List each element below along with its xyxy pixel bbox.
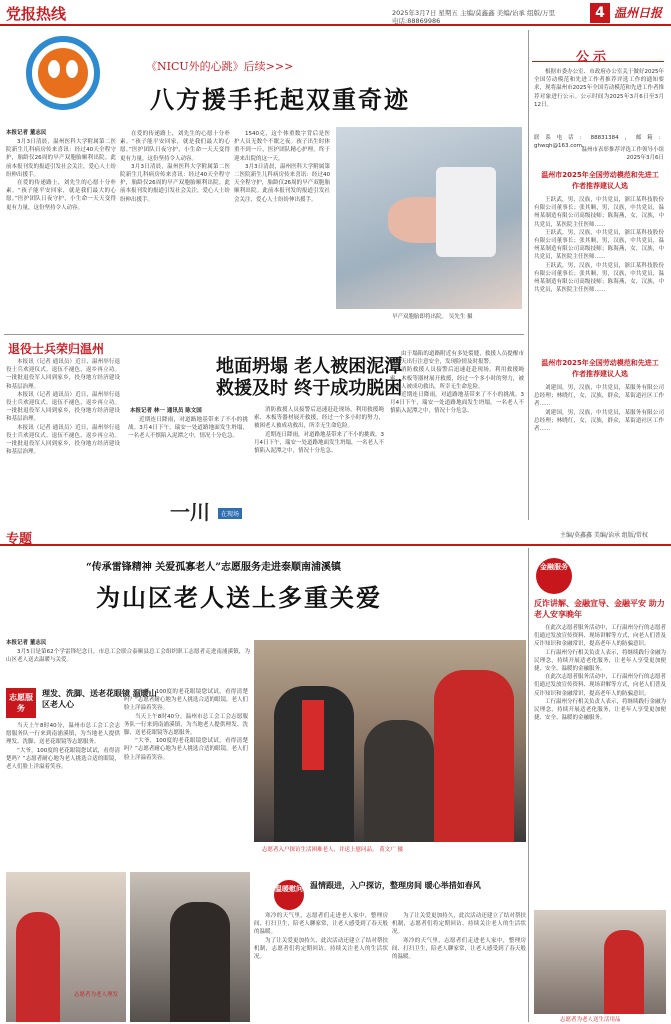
gongshi-intro: 根据市委办公室、市政府办公室关于做好2025年全国劳动模范和先进工作者推荐评选工作的通知要求，现将温州市2025年全国劳动模范和先进工作者推荐对象进行公示。公示时间为2025年3月6日至3月12日。 <box>534 69 664 108</box>
story4-photo-caption: 志愿者入户探访生活困难老人，并送上慰问品。 黄文广 摄 <box>262 847 403 853</box>
story4-body3: 寒冷的天气里，志愿者们走进老人家中，整理房间、打扫卫生，陪老人聊家常，让老人感受到了春天般的温暖。 为了让关爱更加持久，此次活动还建立了结对帮扶机制，志愿者们将定期回访，持续关注老人的生活状况。 <box>254 913 388 961</box>
story3-byline: 本报记者 林一 通讯员 陈文国 <box>130 408 202 414</box>
tag-volunteer: 志愿服务 <box>6 688 36 718</box>
gongshi-contact: 联系电话：88831384，邮箱：ghwqh@163.com。 <box>534 135 664 150</box>
zhuanti-meta: 主编/莫鑫鑫 美编/诒承 组版/常权 <box>560 532 648 539</box>
story3-title-line2: 救援及时 终于成功脱困 <box>216 378 403 399</box>
tag-finance: 金融服务 <box>536 558 572 594</box>
zhuanti-header <box>0 526 671 546</box>
story4-sub3: 反诈讲解、金融宣导、金融平安 助力老人安享晚年 <box>534 599 665 619</box>
gongshi-list-2: 刘建国，男，汉族，中共党员，某服务有限公司总经理；林晓红，女，汉族，群众，某街道社区工作者…… 刘建国，男，汉族，中共党员，某服务有限公司总经理；林晓红，女，汉族，群众，某街道社区工作者…… <box>534 385 664 433</box>
story2-body: 本报讯（记者 通讯员）近日，温州举行退役士兵欢迎仪式。退伍不褪色，返乡再立功。一批批退役军人回到家乡，投身地方经济建设和基层治理。 本报讯（记者 通讯员）近日，温州举行退役士兵欢迎仪式。退伍不褪色，返乡再立功。一批批退役军人回到家乡，投身地方经济建设和基层治理。 本报讯（记者 通讯员）近日，温州举行退役士兵欢迎仪式。退伍不褪色，返乡再立功。一批批退役军人回到家乡，投身地方经济建设和基层治理。 <box>6 359 120 456</box>
section-title: 党报热线 <box>6 5 67 23</box>
date-line: 2025年3月7日 星期五 主编/莫鑫鑫 美编/诒承 组版/万里 <box>392 9 556 17</box>
gongshi-heading: 公示 <box>532 44 664 62</box>
volunteer-photo <box>254 640 526 842</box>
paper-name: 温州日报 <box>614 6 663 20</box>
gongshi-list-title-1: 温州市2025年全国劳动模范和先进工作者推荐建议人选 <box>541 171 659 190</box>
gongshi-date: 2025年3月6日 <box>626 155 664 161</box>
story3-body1: 近期连日降雨，对道路地基带来了不小的挑战。3月4日下午，瑞安一处道路地面发生坍塌，一名老人不慎陷入泥潭之中，情况十分危急。 <box>128 417 248 440</box>
nicu-logo <box>8 32 118 120</box>
bottom-caption-right: 志愿者为老人送生活用品 <box>560 1017 621 1023</box>
story2-kicker: 退役士兵荣归温州 <box>8 342 105 356</box>
story1-photo-caption: 早产双胞胎即将出院。 吴先生 摄 <box>392 314 473 320</box>
story4-body4: 为了让关爱更加持久，此次活动还建立了结对帮扶机制，志愿者们将定期回访，持续关注老人的生活状况。 寒冷的天气里，志愿者们走进老人家中，整理房间、打扫卫生，陪老人聊家常，让老人感受到了春天般的温暖。 <box>392 913 526 961</box>
finance-divider <box>528 548 529 1022</box>
gongshi-list-title-2: 温州市2025年全国劳动模范和先进工作者推荐建议人选 <box>541 359 659 378</box>
story4-body2: “大爷，100度的老花眼镜您试试，看得清楚吗？”志愿者耐心地为老人挑选合适的眼镜，老人们脸上洋溢着笑容。 当天上午8时40分，温州市总工会工会志愿服务队一行来到南浦溪镇，为当地老人提供理发、洗脚、送老花眼镜等志愿服务。 “大爷，100度的老花眼镜您试试，看得清楚吗？”志愿者耐心地为老人挑选合适的眼镜，老人们脸上洋溢着笑容。 <box>124 689 248 761</box>
page-number: 4 <box>590 3 610 23</box>
story1-col3: 1540克，这个体重数字背后是医护人员无数个不眠之夜。孩子出生时体重不到一斤，医护团队精心护理，终于迎来出院的这一天。 3月3日清晨，温州医科大学附属第二医院新生儿科病房传来喜讯：经过40天全程守护，胎龄仅26周的早产双胞胎顺利出院。此前本报刊发的报道引发社会关注，爱心人士纷纷伸出援手。 <box>234 131 330 203</box>
story4-title: 为山区老人送上多重关爱 <box>96 583 382 612</box>
tag-visit: 温暖慰问 <box>274 880 304 910</box>
hotline: 电话:88869986 <box>392 17 441 25</box>
bottom-caption-left: 志愿者为老人理发 <box>74 992 119 998</box>
gongshi-issuer: 温州市表彰推荐评选工作领导小组 <box>581 147 664 153</box>
story1-col2: 在爱的传递路上，刘先生的心愿十分朴素。“孩子能平安回家，就是我们最大的心愿。”医护团队日夜守护，小生命一天天变得更有力量，这份坚持令人动容。 3月3日清晨，温州医科大学附属第二医院新生儿科病房传来喜讯：经过40天全程守护，胎龄仅26周的早产双胞胎顺利出院。此前本报刊发的报道引发社会关注，爱心人士纷纷伸出援手。 <box>120 131 231 203</box>
haircut-photo <box>6 872 126 1022</box>
story4-body5: 在此次志愿者服务活动中，工行温州分行的志愿者们通过发放宣传资料、现场讲解等方式，向老人们普及反诈知识和金融常识，提高老年人的防骗意识。 工行温州分行相关负责人表示，将继续践行金融为民理念，持续开展适老化服务，让老年人享受更加便捷、安全、温暖的金融服务。 在此次志愿者服务活动中，工行温州分行的志愿者们通过发放宣传资料、现场讲解等方式，向老人们普及反诈知识和金融常识，提高老年人的防骗意识。 工行温州分行相关负责人表示，将继续践行金融为民理念，持续开展适老化服务，让老年人享受更加便捷、安全、温暖的金融服务。 <box>534 625 667 722</box>
story1-subtitle: 《NICU外的心跳》后续>>> <box>146 60 294 73</box>
story1-byline: 本报记者 董志民 <box>6 130 47 136</box>
story1-title: 八方援手托起双重奇迹 <box>150 85 410 114</box>
page-header <box>0 0 671 26</box>
story4-sub1: 理发、洗脚、送老花眼镜 温暖山区老人心 <box>42 689 157 709</box>
elder-photo <box>130 872 250 1022</box>
story4-lead: 3月5日是第62个学雷锋纪念日，市总工会联合泰顺县总工会组织职工志愿者走进南浦溪镇，为山区老人送去温暖与关爱。 <box>6 649 250 664</box>
gongshi-divider <box>528 30 529 520</box>
story4-subtitle: “传承雷锋精神 关爱孤寡老人”志愿服务走进泰顺南浦溪镇 <box>86 562 341 573</box>
gongshi-list-1: 王跃武，男，汉族，中共党员，浙江某科技股份有限公司董事长；张其顺，男，汉族，中共党员，温州某制造有限公司高级技师；陈海燕，女，汉族，中共党员，某医院主任医师…… 王跃武，男，汉族，中共党员，浙江某科技股份有限公司董事长；张其顺，男，汉族，中共党员，温州某制造有限公司高级技师；陈海燕，女，汉族，中共党员，某医院主任医师…… 王跃武，男，汉族，中共党员，浙江某科技股份有限公司董事长；张其顺，男，汉族，中共党员，温州某制造有限公司高级技师；陈海燕，女，汉族，中共党员，某医院主任医师…… <box>534 197 664 294</box>
column-logo: 一川 <box>170 500 210 524</box>
column-tag: 在现场 <box>218 508 242 519</box>
story3-body2: 消防救援人员接警后迅速赶赴现场，利用救援绳索、木板等器材展开救援，经过一个多小时的努力，被困老人被成功救出，所幸无生命危险。 近期连日降雨，对道路地基带来了不小的挑战。3月4日下午，瑞安一处道路地面发生坍塌，一名老人不慎陷入泥潭之中，情况十分危急。 <box>254 407 385 455</box>
incubator-photo <box>336 127 522 309</box>
story1-col1: 3月3日清晨，温州医科大学附属第二医院新生儿科病房传来喜讯：经过40天全程守护，胎龄仅26周的早产双胞胎顺利出院。此前本报刊发的报道引发社会关注，爱心人士纷纷伸出援手。 在爱的传递路上，刘先生的心愿十分朴素。“孩子能平安回家，就是我们最大的心愿。”医护团队日夜守护，小生命一天天变得更有力量，这份坚持令人动容。 <box>6 139 117 211</box>
zhuanti-label: 专题 <box>6 532 33 547</box>
story-divider <box>4 334 524 335</box>
story4-byline: 本报记者 董志民 <box>6 640 47 646</box>
story4-body1: 当天上午8时40分，温州市总工会工会志愿服务队一行来到南浦溪镇，为当地老人提供理发、洗脚、送老花眼镜等志愿服务。 “大爷，100度的老花眼镜您试试，看得清楚吗？”志愿者耐心地为老人挑选合适的眼镜，老人们脸上洋溢着笑容。 <box>6 723 120 771</box>
story3-title-line1: 地面坍塌 老人被困泥潭 <box>216 356 403 377</box>
story3-body3: 由于塌陷的道路附近有多处裂缝，救援人员提醒市民雨天出行注意安全，发现险情及时报警。 消防救援人员接警后迅速赶赴现场，利用救援绳索、木板等器材展开救援，经过一个多小时的努力，被困老人被成功救出，所幸无生命危险。 近期连日降雨，对道路地基带来了不小的挑战。3月4日下午，瑞安一处道路地面发生坍塌，一名老人不慎陷入泥潭之中，情况十分危急。 <box>390 351 524 415</box>
story4-sub2: 温情跟进，入户探访，整理房间 暖心举措如春风 <box>310 881 481 890</box>
finance-photo <box>534 910 666 1014</box>
